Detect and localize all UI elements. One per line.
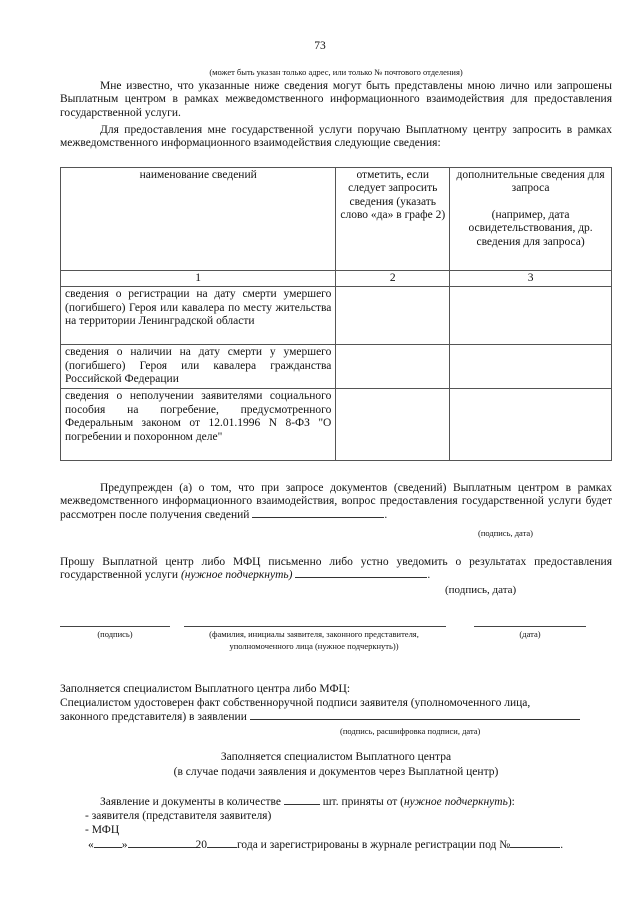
warned-sign-line[interactable] bbox=[252, 517, 384, 518]
col-number-1: 1 bbox=[61, 271, 336, 287]
specialist-sign-line[interactable] bbox=[250, 719, 580, 720]
quote-open: « bbox=[88, 839, 94, 851]
notify-hint: (нужное подчеркнуть) bbox=[180, 569, 293, 582]
row-mark-cell[interactable] bbox=[336, 287, 450, 345]
notify-text: Прошу Выплатной центр либо МФЦ письменно либо устно уведомить о результатах предоставления государственной услуги bbox=[60, 556, 612, 582]
notify-sign-line[interactable] bbox=[295, 577, 427, 578]
warned-text: Предупрежден (а) о том, что при запросе документов (сведений) Выплатным центром в рамках межведомственного информационного взаимодействия, вопрос предоставления государственной услуги будет рассмотрен после получения сведений bbox=[60, 482, 612, 521]
table-number-row bbox=[61, 271, 612, 287]
specialist-caption: (подпись, расшифровка подписи, дата) bbox=[340, 726, 481, 736]
header-mark: отметить, если следует запросить сведения (указать слово «да» в графе 2) bbox=[336, 168, 450, 271]
full-name-caption-2: уполномоченного лица (нужное подчеркнуть)) bbox=[229, 641, 399, 651]
paragraph-aware: Мне известно, что указанные ниже сведения могут быть представлены мною лично или запрошены Выплатным центром в рамках межведомственного информационного взаимодействия для предоставления государственной услуги. bbox=[60, 80, 612, 119]
accepted-text-c: ): bbox=[507, 796, 515, 808]
row-mark-cell[interactable] bbox=[336, 389, 450, 461]
year-prefix: 20 bbox=[195, 839, 207, 851]
accepted-text-a: Заявление и документы в количестве bbox=[100, 796, 281, 808]
row-additional-cell[interactable] bbox=[450, 389, 612, 461]
notify-paragraph: Прошу Выплатной центр либо МФЦ письменно либо устно уведомить о результатах предоставления государственной услуги (нужное подчеркнуть) . bbox=[60, 556, 612, 582]
row-info-citizenship: сведения о наличии на дату смерти у умершего (погибшего) Героя или кавалера гражданства Российской Федерации bbox=[61, 345, 336, 389]
row-additional-cell[interactable] bbox=[450, 345, 612, 389]
table-row bbox=[61, 345, 612, 389]
header-info-name: наименование сведений bbox=[61, 168, 336, 271]
accepted-row bbox=[100, 796, 620, 809]
requested-info-table bbox=[60, 167, 612, 461]
document-count-field[interactable] bbox=[284, 804, 320, 805]
payout-heading-2: (в случае подачи заявления и документов через Выплатной центр) bbox=[173, 766, 499, 778]
signature-caption: (подпись) bbox=[97, 629, 133, 639]
specialist-text-1: Специалистом удостоверен факт собственноручной подписи заявителя (уполномоченного лица, bbox=[60, 697, 531, 709]
col-number-3: 3 bbox=[450, 271, 612, 287]
registration-row: « » 20 года и зарегистрированы в журнале регистрации под № . bbox=[88, 839, 564, 851]
day-field[interactable] bbox=[94, 847, 122, 848]
accepted-text-b: шт. приняты от ( bbox=[322, 796, 404, 808]
table-row bbox=[61, 287, 612, 345]
option-applicant[interactable]: - заявителя (представителя заявителя) bbox=[85, 810, 272, 822]
page-number: 73 bbox=[314, 40, 326, 52]
notify-sign-caption: (подпись, дата) bbox=[445, 584, 517, 596]
specialist-heading: Заполняется специалистом Выплатного центра либо МФЦ: bbox=[60, 683, 351, 695]
paragraph-request: Для предоставления мне государственной услуги поручаю Выплатному центру запросить в рамках межведомственного информационного взаимодействия следующие сведения: bbox=[60, 124, 612, 150]
row-mark-cell[interactable] bbox=[336, 345, 450, 389]
date-caption: (дата) bbox=[519, 629, 541, 639]
registration-number-field[interactable] bbox=[510, 847, 560, 848]
header-additional-line2: (например, дата освидетельствования, др. сведения для запроса) bbox=[468, 208, 593, 248]
signature-line[interactable] bbox=[60, 626, 170, 627]
address-note: (может быть указан только адрес, или только № почтового отделения) bbox=[209, 67, 463, 77]
date-line[interactable] bbox=[474, 626, 586, 627]
full-name-caption: (фамилия, инициалы заявителя, законного представителя, bbox=[209, 629, 419, 639]
year-field[interactable] bbox=[207, 847, 237, 848]
specialist-text-2-row bbox=[60, 711, 612, 724]
warned-paragraph: Предупрежден (а) о том, что при запросе документов (сведений) Выплатным центром в рамках межведомственного информационного взаимодействия, вопрос предоставления государственной услуги будет рассмотрен после получения сведений . bbox=[60, 482, 612, 521]
table-header-row bbox=[61, 168, 612, 271]
row-additional-cell[interactable] bbox=[450, 287, 612, 345]
full-name-line[interactable] bbox=[184, 626, 446, 627]
registration-text: года и зарегистрированы в журнале регистрации под № bbox=[237, 839, 511, 851]
col-number-2: 2 bbox=[336, 271, 450, 287]
header-additional bbox=[450, 168, 612, 271]
month-field[interactable] bbox=[128, 847, 196, 848]
warned-sign-caption: (подпись, дата) bbox=[478, 528, 534, 538]
quote-close: » bbox=[121, 839, 128, 851]
specialist-text-2: законного представителя) в заявлении bbox=[60, 711, 247, 723]
row-info-burial-allowance: сведения о неполучении заявителями социального пособия на погребение, предусмотренного Федеральным законом от 12.01.1996 N 8-ФЗ "О погребении и похоронном деле" bbox=[61, 389, 336, 461]
accepted-hint: нужное подчеркнуть bbox=[403, 796, 508, 808]
header-additional-line1: дополнительные сведения для запроса bbox=[456, 169, 605, 195]
row-info-registration: сведения о регистрации на дату смерти умершего (погибшего) Героя или кавалера по месту жительства на территории Ленинградской области bbox=[61, 287, 336, 345]
table-row bbox=[61, 389, 612, 461]
payout-heading-1: Заполняется специалистом Выплатного центра bbox=[220, 751, 452, 763]
option-mfc[interactable]: - МФЦ bbox=[85, 824, 120, 836]
